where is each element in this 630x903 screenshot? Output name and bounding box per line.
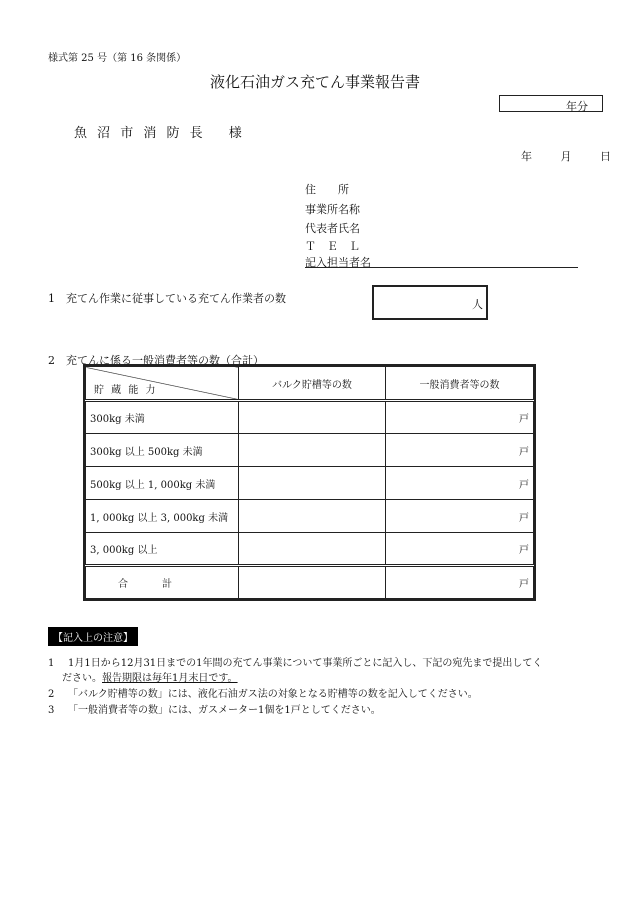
- office-name-label: 事業所名称: [305, 203, 360, 216]
- header-capacity: 貯 蔵 能 力: [86, 367, 239, 401]
- table-row: [86, 434, 534, 467]
- header-consumers: 一般消費者等の数: [386, 367, 534, 401]
- page-title: 液化石油ガス充てん事業報告書: [209, 73, 420, 91]
- representative-label: 代表者氏名: [305, 222, 360, 235]
- section1-label: 1 充てん作業に従事している充てん作業者の数: [48, 292, 286, 305]
- table-row: [86, 500, 534, 533]
- address-label: 住 所: [305, 183, 349, 196]
- consumer-count-cell[interactable]: 戸: [386, 401, 534, 434]
- consumer-count-cell[interactable]: 戸: [386, 533, 534, 566]
- note-item-continued: ださい。報告期限は毎年1月末日です。: [62, 673, 238, 684]
- tel-label: Ｔ Ｅ Ｌ: [305, 240, 360, 253]
- workers-count-field[interactable]: [372, 285, 488, 320]
- total-label: 合計: [86, 566, 239, 599]
- consumer-total-cell[interactable]: 戸: [386, 566, 534, 599]
- table-header-row: [86, 367, 534, 401]
- consumer-count-cell[interactable]: 戸: [386, 434, 534, 467]
- table-row: [86, 533, 534, 566]
- table-row: [86, 401, 534, 434]
- note-item: 3 「一般消費者等の数」には、ガスメーター1個を1戸としてください。: [48, 705, 381, 716]
- header-bulk: バルク貯槽等の数: [239, 367, 386, 401]
- consumer-count-cell[interactable]: 戸: [386, 467, 534, 500]
- addressee: 魚 沼 市 消 防 長 様: [74, 126, 245, 141]
- table-total-row: [86, 566, 534, 599]
- note-item: 1 1月1日から12月31日までの1年間の充てん事業について事業所ごとに記入し、下記の宛先まで提出してく: [48, 658, 543, 669]
- bulk-count-cell[interactable]: [239, 533, 386, 566]
- table-row: [86, 467, 534, 500]
- period-label: 年分: [566, 100, 588, 113]
- bulk-count-cell[interactable]: [239, 434, 386, 467]
- date-field[interactable]: 年 月 日: [521, 150, 611, 163]
- person-in-charge-label: 記入担当者名: [305, 256, 371, 269]
- workers-unit: 人: [472, 298, 483, 311]
- bulk-count-cell[interactable]: [239, 401, 386, 434]
- bulk-total-cell[interactable]: [239, 566, 386, 599]
- bulk-count-cell[interactable]: [239, 500, 386, 533]
- bulk-count-cell[interactable]: [239, 467, 386, 500]
- capacity-label: 500kg 以上 1, 000kg 未満: [86, 467, 239, 500]
- consumers-table: [85, 366, 534, 599]
- capacity-label: 300kg 以上 500kg 未満: [86, 434, 239, 467]
- form-number: 様式第 25 号（第 16 条関係）: [48, 53, 187, 64]
- applicant-underline: [305, 267, 578, 268]
- period-field[interactable]: [499, 95, 603, 112]
- capacity-label: 1, 000kg 以上 3, 000kg 未満: [86, 500, 239, 533]
- capacity-label: 300kg 未満: [86, 401, 239, 434]
- section2-label: 2 充てんに係る一般消費者等の数（合計）: [48, 354, 264, 367]
- notes-title: 【記入上の注意】: [48, 627, 138, 646]
- consumer-count-cell[interactable]: 戸: [386, 500, 534, 533]
- deadline-text: 報告期限は毎年1月末日です。: [102, 673, 238, 684]
- capacity-label: 3, 000kg 以上: [86, 533, 239, 566]
- note-item: 2 「バルク貯槽等の数」には、液化石油ガス法の対象となる貯槽等の数を記入してください。: [48, 689, 478, 700]
